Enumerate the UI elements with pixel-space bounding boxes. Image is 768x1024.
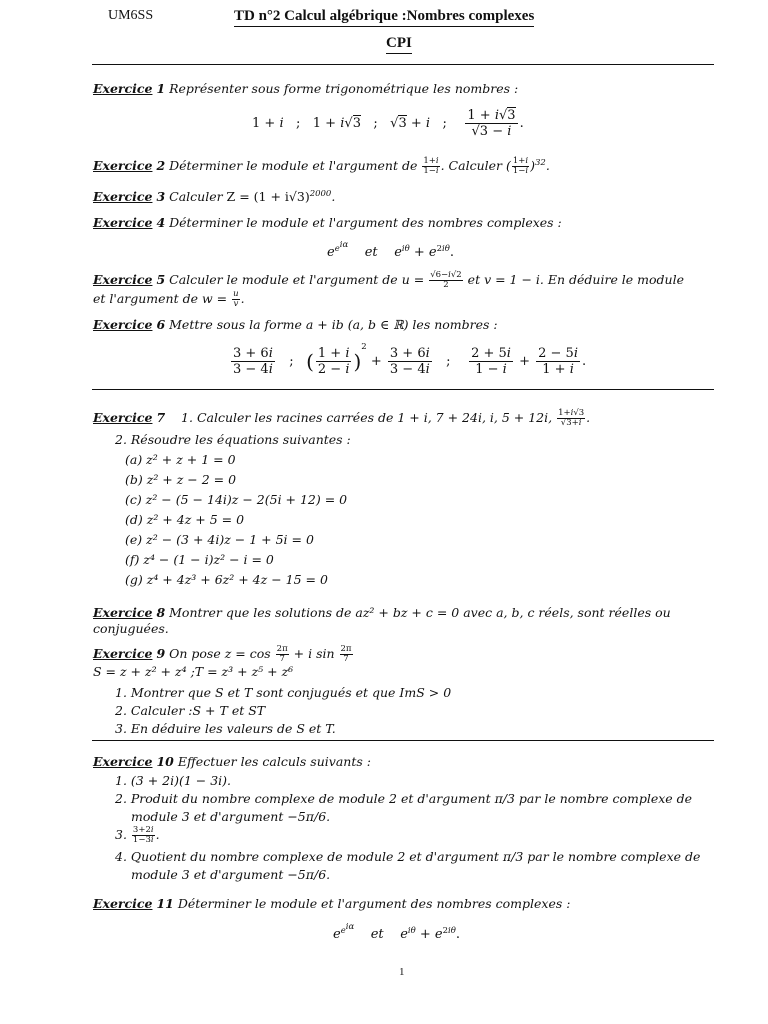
exercise-3: Exercice 3 Calculer $Z = (1 + i√3)^{2000}$. (93, 189, 336, 205)
exercise-9-list: 1. Montrer que S et T sont conjugués et que ImS > 0 2. Calculer :S + T et ST 3. En déduire les valeurs de S et T. (115, 685, 452, 736)
exercise-10: Exercice 10 Effectuer les calculs suivants : (93, 754, 371, 769)
exercise-2: Exercice 2 Déterminer le module et l'argument de $\frac{1+i}{1-i}$ . Calculer ( $\frac{1+i}{1-i}$ )$^{32}$. (93, 156, 550, 177)
exercise-4: Exercice 4 Déterminer le module et l'argument des nombres complexes : (93, 215, 562, 230)
exercise-1: Exercice 1 Représenter sous forme trigonométrique les nombres : (93, 81, 519, 96)
exercise-5: Exercice 5 Calculer le module et l'argument de u = $\frac{√6-i√2}{2}$ et v = 1 − i. En déduire le module et l'argument de w = $\frac{u}{v}$ . (93, 270, 685, 309)
institution: UM6SS (108, 8, 154, 23)
exercise-10-list: 1. (3 + 2i)(1 − 3i). 2. Produit du nombre complexe de module 2 et d'argument π/3 par le nombre complexe de module 3 et d'argument −5π/6. 3. $\frac{3+2i}{1-3i}$ . 4. Quotient du nombre complexe de module 2 et d'argument π/3 par le nombre complexe de module 3 et d'argument −5π/6. (115, 773, 701, 882)
exercise-6: Exercice 6 Mettre sous la forme a + ib (a, b ∈ ℝ) les nombres : (93, 317, 498, 332)
divider (92, 740, 714, 741)
exercise-6-formula: $\frac{3 + 6i}{3 - 4i}$ ; ( $\frac{1 + i}{2 - i}$ )$^2$ + $\frac{3 + 6i}{3 - 4i}$ ; $\frac{2 + 5i}{1 - i}$ + $\frac{2 - 5i}{1 + i}$ . (233, 342, 587, 377)
divider (92, 64, 714, 65)
header (0, 6, 768, 61)
exercise-1-formula: 1 + i ; 1 + i√3 ; √3 + i ; $\frac{1 + i√3}{√3 - i}$ . (252, 108, 524, 139)
exercise-11-formula: $e^{e^{i\alpha}}$ et $e^{i\theta} + e^{2i\theta}$. (333, 922, 461, 943)
exercise-9: Exercice 9 On pose z = cos $\frac{2\pi}{7}$ + i sin $\frac{2\pi}{7}$ S = z + z² + z⁴ ;T = z³ + z⁵ + z⁶ (93, 644, 352, 679)
exercise-7-list: 2. Résoudre les équations suivantes : (a) z² + z + 1 = 0 (b) z² + z − 2 = 0 (c) z² − (5 − 14i)z − 2(5i + 12) = 0 (d) z² + 4z + 5 = 0 (e) z² − (3 + 4i)z − 1 + 5i = 0 (f) z⁴ − (1 − i)z² − i = 0 (g) z⁴ + 4z³ + 6z² + 4z − 15 = 0 (115, 432, 351, 587)
divider (92, 389, 714, 390)
page-number: 1 (399, 966, 405, 978)
exercise-4-formula: $e^{e^{i\alpha}}$ et $e^{i\theta} + e^{2i\theta}$. (327, 240, 455, 261)
exercise-11: Exercice 11 Déterminer le module et l'argument des nombres complexes : (93, 896, 571, 911)
exercise-7: Exercice 7 1. Calculer les racines carrées de 1 + i, 7 + 24i, i, 5 + 12i, $\frac{1+i√3}{√3+i}$ . (93, 408, 591, 428)
page-title: TD n°2 Calcul algébrique :Nombres complexes (234, 8, 534, 27)
page-subtitle: CPI (386, 35, 412, 54)
exercise-8: Exercice 8 Montrer que les solutions de az² + bz + c = 0 avec a, b, c réels, sont réelles ou conjuguées. (93, 605, 671, 636)
